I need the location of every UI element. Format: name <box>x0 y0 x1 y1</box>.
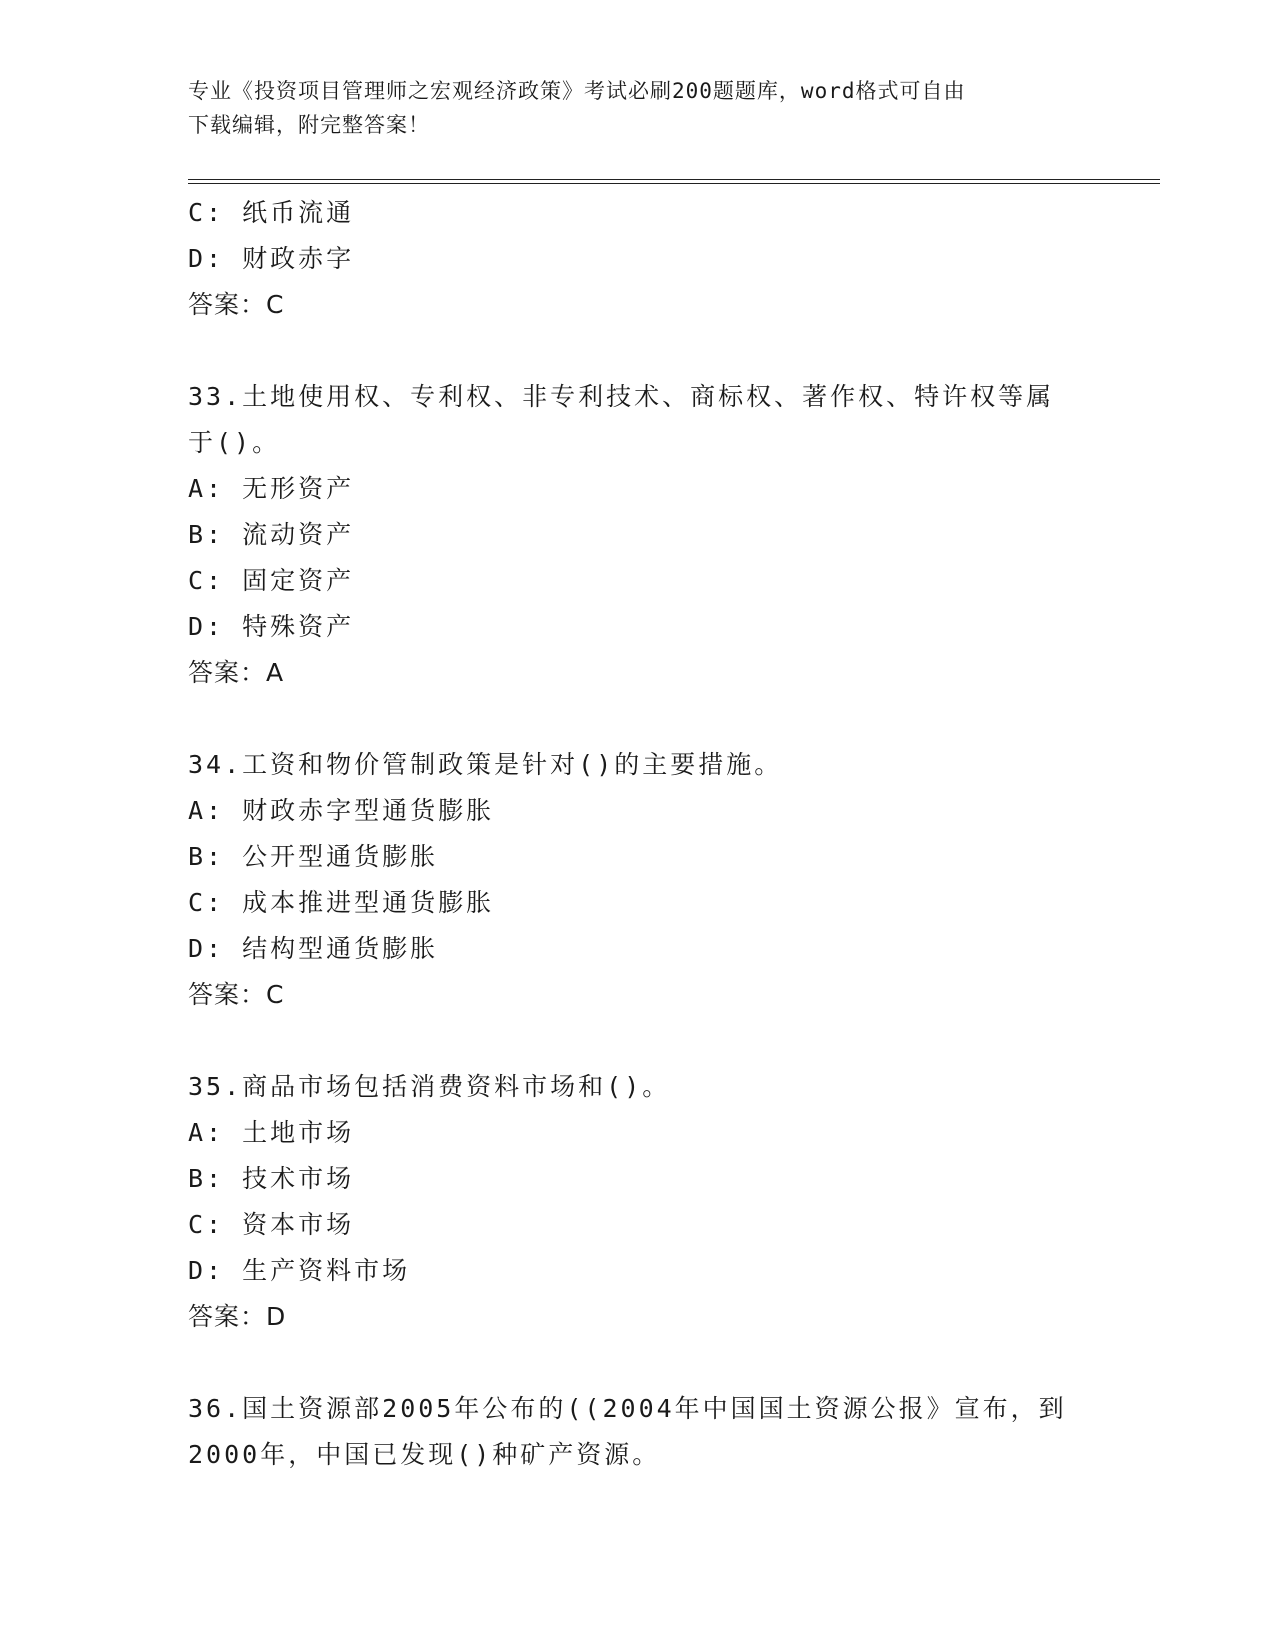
question-text: 36.国土资源部2005年公布的((2004年中国国土资源公报》宣布，到 <box>188 1394 1067 1423</box>
option-c: C: 纸币流通 <box>188 198 355 227</box>
question-36 <box>188 1386 1088 1478</box>
question-text: 33.土地使用权、专利权、非专利技术、商标权、著作权、特许权等属 <box>188 382 1055 411</box>
previous-question-tail <box>188 190 1088 328</box>
answer-line: 答案：C <box>188 980 285 1009</box>
spacer <box>188 1340 1088 1386</box>
question-text-cont: 于()。 <box>188 428 281 457</box>
option-d: D: 财政赤字 <box>188 244 355 273</box>
header-line-1: 专业《投资项目管理师之宏观经济政策》考试必刷200题题库，word格式可自由 <box>188 79 966 103</box>
option-a: A: 土地市场 <box>188 1118 355 1147</box>
question-text: 34.工资和物价管制政策是针对()的主要措施。 <box>188 750 783 779</box>
spacer <box>188 1018 1088 1064</box>
question-text: 35.商品市场包括消费资料市场和()。 <box>188 1072 671 1101</box>
question-35 <box>188 1064 1088 1340</box>
spacer <box>188 328 1088 374</box>
option-a: A: 财政赤字型通货膨胀 <box>188 796 495 825</box>
spacer <box>188 696 1088 742</box>
option-b: B: 公开型通货膨胀 <box>188 842 439 871</box>
option-d: D: 生产资料市场 <box>188 1256 411 1285</box>
answer-line: 答案：A <box>188 658 285 687</box>
option-c: C: 资本市场 <box>188 1210 355 1239</box>
option-d: D: 特殊资产 <box>188 612 355 641</box>
question-text-cont: 2000年，中国已发现()种矿产资源。 <box>188 1440 661 1469</box>
header-divider-bottom <box>188 183 1160 184</box>
answer-line: 答案：D <box>188 1302 287 1331</box>
option-c: C: 固定资产 <box>188 566 355 595</box>
option-b: B: 流动资产 <box>188 520 355 549</box>
answer-line: 答案：C <box>188 290 285 319</box>
header-line-2: 下载编辑，附完整答案！ <box>188 113 430 137</box>
question-34 <box>188 742 1088 1018</box>
header-divider-top <box>188 179 1160 180</box>
question-list <box>188 190 1088 1478</box>
option-d: D: 结构型通货膨胀 <box>188 934 439 963</box>
question-33 <box>188 374 1088 696</box>
option-c: C: 成本推进型通货膨胀 <box>188 888 495 917</box>
document-header <box>188 74 1088 142</box>
option-b: B: 技术市场 <box>188 1164 355 1193</box>
option-a: A: 无形资产 <box>188 474 355 503</box>
